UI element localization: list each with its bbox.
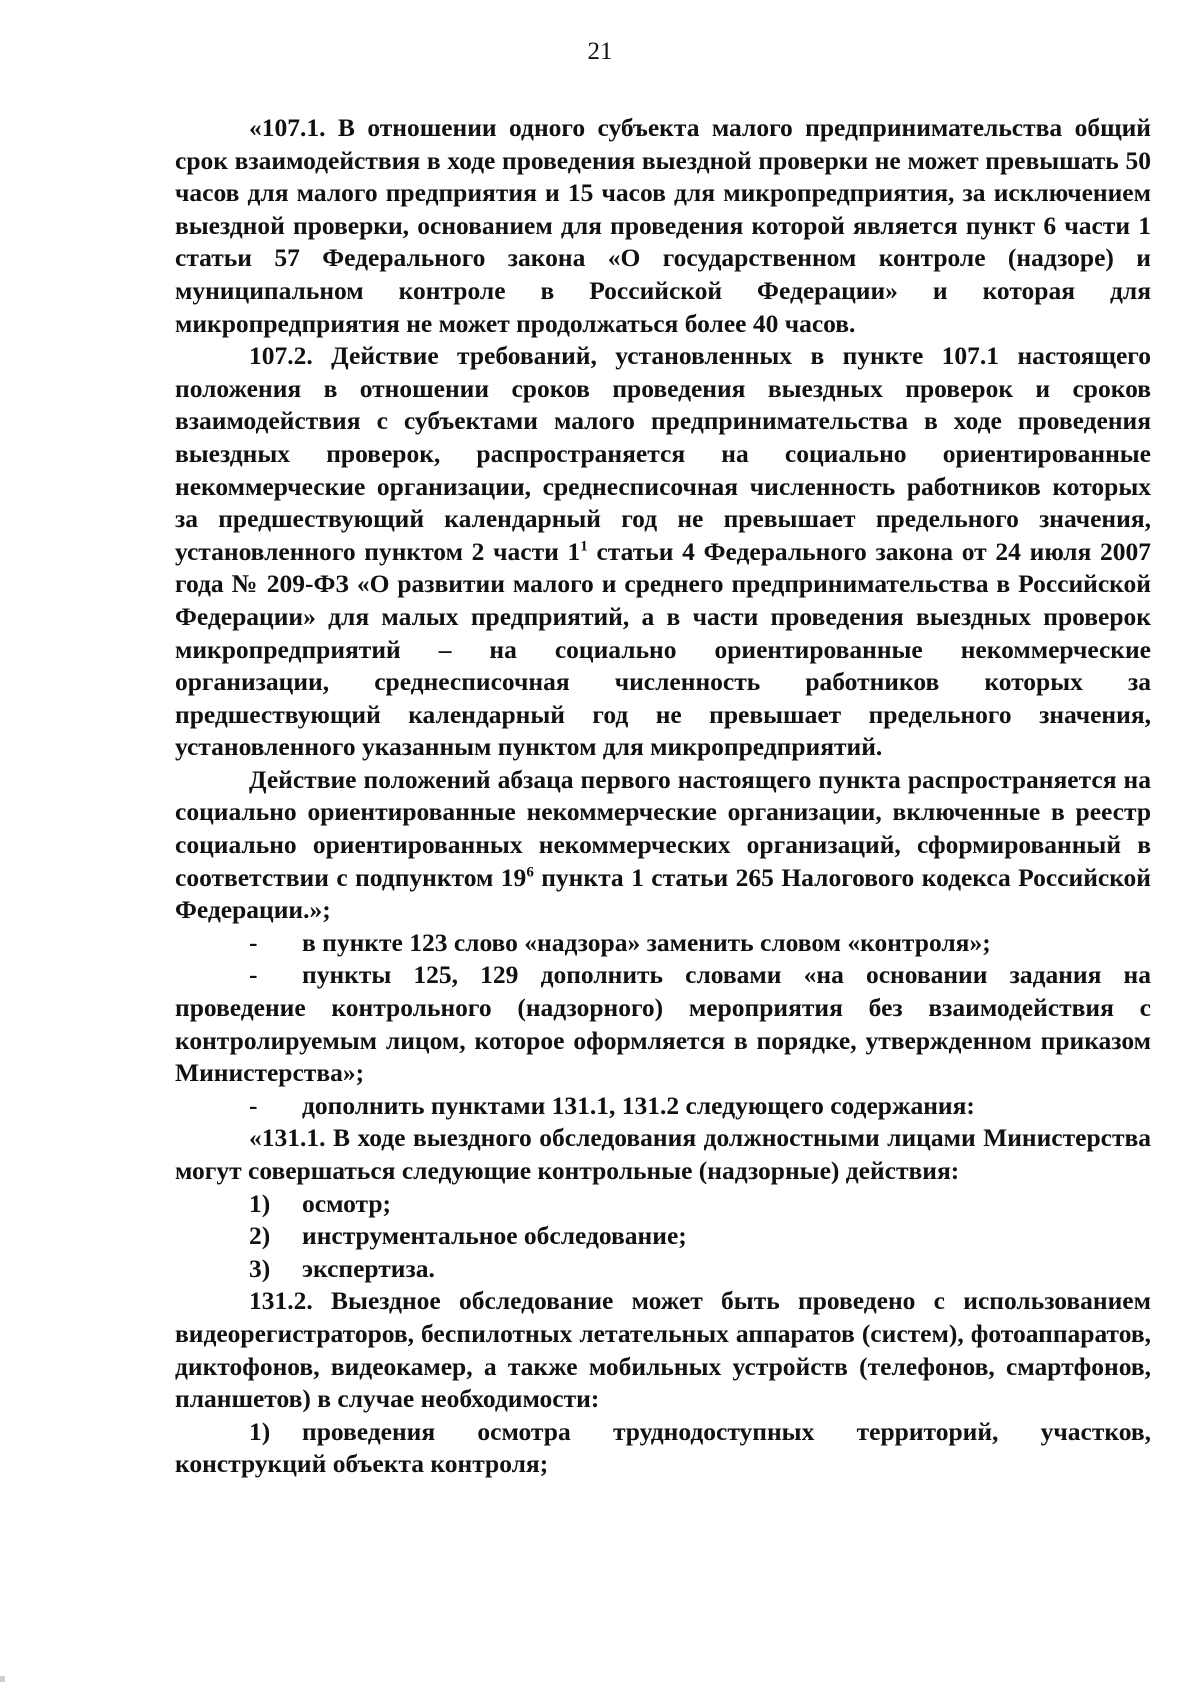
dash-item-125-129 [175,959,1151,1089]
dash-marker: - [249,1090,258,1120]
dash-item-text: дополнить пунктами 131.1, 131.2 следующего содержания: [302,1090,975,1120]
dash-marker: - [249,927,258,957]
dash-item-text: пункты 125, 129 дополнить словами «на основании задания на проведение контрольного (надзорного) мероприятия без взаимодействия с контролируемым лицом, которое оформляется в порядке, утвержденном приказом Министерства»; [175,960,1151,1088]
list-item [175,1253,1151,1286]
paragraph-abzac-text-b: пункта 1 статьи 265 Налогового кодекса Российской Федерации.»; [175,862,1152,925]
list-marker: 2) [249,1221,271,1251]
document-body [175,112,1151,1481]
list-item-text: проведения осмотра труднодоступных территорий, участков, конструкций объекта контроля; [175,1416,1151,1479]
paragraph-107-1: «107.1. В отношении одного субъекта малого предпринимательства общий срок взаимодействия в ходе проведения выездной проверки не может превышать 50 часов для малого предприятия и 15 часов для микропредприятия, за исключением выездной проверки, основанием для проведения которой является пункт 6 части 1 статьи 57 Федерального закона «О государственном контроле (надзоре) и муниципальном контроле в Российской Федерации» и которая для микропредприятия не может продолжаться более 40 часов. [175,113,1151,338]
paragraph-131-1: «131.1. В ходе выездного обследования должностными лицами Министерства могут совершаться следующие контрольные (надзорные) действия: [175,1123,1151,1185]
paragraph-107-2-text-b: статьи 4 Федерального закона от 24 июля 2007 года № 209-ФЗ «О развитии малого и среднего предпринимательства в Российской Федерации» для малых предприятий, а в части проведения выездных проверок микропредприятий – на социально ориентированные некоммерческие организации, среднесписочная численность работников которых за предшествующий календарный год не превышает предельного значения, установленного указанным пунктом для микропредприятий. [175,536,1151,762]
paragraph-abzac-text-a: Действие положений абзаца первого настоящего пункта распространяется на социально ориентированные некоммерческие организации, включенные в реестр социально ориентированных некоммерческих организаций, сформированный в соответствии с подпунктом 19 [175,764,1151,892]
superscript-6: 6 [526,864,534,881]
list-marker: 1) [249,1188,271,1218]
page-number: 21 [587,38,613,65]
paragraph-abzac [175,764,1151,927]
paragraph-107-2-text-a: 107.2. Действие требований, установленных в пункте 107.1 настоящего положения в отношении сроков проведения выездных проверок и сроков взаимодействия с субъектами малого предпринимательства в ходе проведения выездных проверок, распространяется на социально ориентированные некоммерческие организации, среднесписочная численность работников которых за предшествующий календарный год не превышает предельного значения, установленного пунктом 2 части 1 [175,341,1151,566]
list-item-inspection [175,1416,1151,1481]
list-marker: 1) [249,1416,271,1446]
dash-item-131 [175,1090,1151,1123]
list-item-text: инструментальное обследование; [302,1221,687,1251]
list-item-text: экспертиза. [302,1253,435,1283]
list-item-text: осмотр; [302,1188,392,1218]
dash-item-text: в пункте 123 слово «надзора» заменить словом «контроля»; [302,927,991,957]
superscript-1: 1 [580,538,588,555]
list-marker: 3) [249,1253,271,1283]
list-item [175,1220,1151,1253]
list-item [175,1188,1151,1221]
dash-marker: - [249,960,258,990]
paragraph-131-2: 131.2. Выездное обследование может быть проведено с использованием видеорегистраторов, беспилотных летательных аппаратов (систем), фотоаппаратов, диктофонов, видеокамер, а также мобильных устройств (телефонов, смартфонов, планшетов) в случае необходимости: [175,1286,1151,1414]
dash-item-123 [175,927,1151,960]
paragraph-107-2 [175,340,1151,764]
scan-artifact [0,1676,5,1682]
